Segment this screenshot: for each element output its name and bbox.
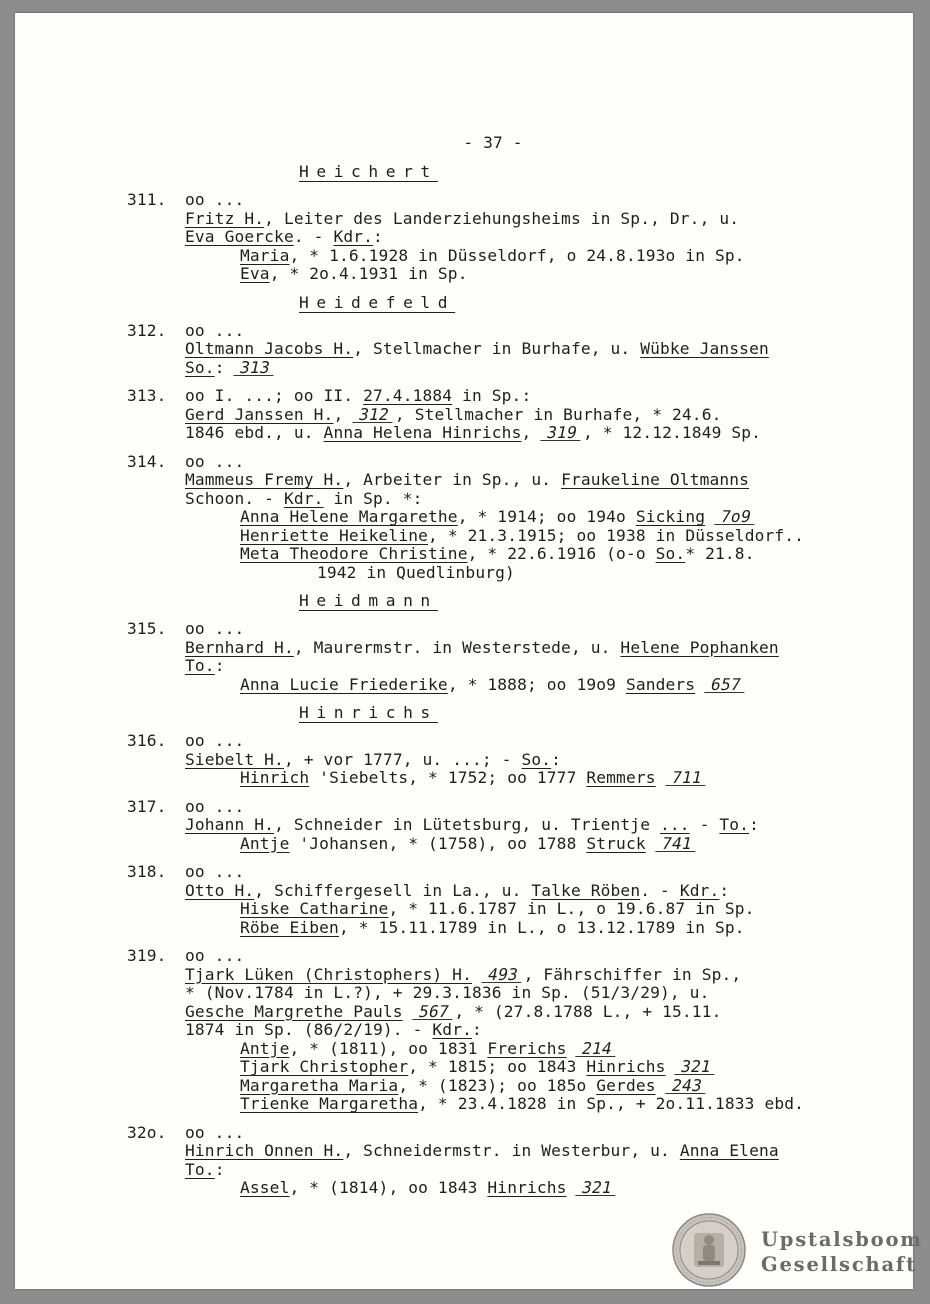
underlined-text: Siebelt H. [185, 749, 284, 769]
entry-text: , * 12.12.1849 Sp. [582, 423, 762, 442]
underlined-text: Meta Theodore Christine [240, 544, 468, 563]
underlined-text: Henriette Heikeline [240, 525, 429, 545]
entry-text [403, 1002, 413, 1021]
entry-line [127, 453, 887, 472]
entry-line [127, 322, 887, 341]
entry-number: 317. [127, 796, 167, 816]
entry-text: , * 11.6.1787 in L., o 19.6.87 in Sp. [388, 899, 755, 918]
genealogy-entry [127, 863, 887, 937]
entry-line [127, 359, 887, 378]
underlined-text: Mammeus Fremy H. [185, 470, 344, 489]
entry-line [127, 900, 887, 919]
genealogy-entry [127, 387, 887, 443]
entry-line [127, 798, 887, 817]
entry-line [127, 1179, 887, 1198]
family-heading [299, 592, 887, 620]
genealogy-entry [127, 453, 887, 583]
entry-number: 311. [127, 190, 167, 209]
entry-line [127, 863, 887, 882]
underlined-text: Otto H. [185, 880, 255, 900]
entry-line [127, 406, 887, 425]
cross-reference: 321 [675, 1059, 718, 1075]
entry-text: * 21.8. [685, 544, 755, 563]
logo-line-1: Upstalsboom [761, 1228, 923, 1251]
cross-reference: 7o9 [714, 509, 757, 525]
entry-line [127, 265, 887, 284]
underlined-text: Antje [240, 833, 290, 853]
entry-text: : [214, 357, 235, 377]
entry-text: , * (1814), oo 1843 [289, 1178, 488, 1197]
cross-reference: 312 [353, 407, 396, 423]
entry-number: 313. [127, 386, 167, 405]
entry-text: . - [640, 880, 680, 900]
underlined-text: Remmers [586, 768, 656, 787]
underlined-text: Gesche Margrethe Pauls [185, 1001, 403, 1021]
entry-line [127, 545, 887, 564]
entry-line [127, 1095, 887, 1114]
underlined-text: Frerichs [487, 1038, 567, 1058]
entry-line [127, 751, 887, 770]
cross-reference: 657 [704, 677, 747, 693]
entry-line [127, 191, 887, 210]
entry-text: oo ... [185, 451, 245, 471]
underlined-text: Assel [240, 1178, 290, 1197]
cross-reference: 711 [665, 770, 708, 786]
genealogy-entry [127, 620, 887, 694]
entry-line [127, 620, 887, 639]
cross-reference: 493 [481, 967, 524, 983]
underlined-text: Margaretha Maria [240, 1075, 399, 1095]
entry-line [127, 676, 887, 695]
underlined-text: To. [719, 815, 750, 834]
entry-text: oo ... [185, 619, 245, 638]
underlined-text: 27.4.1884 [363, 386, 453, 405]
entry-line [127, 228, 887, 247]
entry-line [127, 1021, 887, 1040]
entry-text: , * 23.4.1828 in Sp., + 2o.11.1833 ebd. [418, 1094, 805, 1113]
entry-number: 318. [127, 862, 167, 881]
society-logo-text [761, 1227, 923, 1277]
cross-reference: 741 [655, 836, 698, 852]
entry-text: oo ... [185, 731, 245, 750]
entry-number: 319. [127, 946, 167, 965]
cross-reference: 321 [576, 1180, 619, 1196]
entry-line [127, 387, 887, 406]
entry-text: , * 2o.4.1931 in Sp. [269, 264, 468, 283]
entry-text: oo ... [185, 862, 245, 881]
entry-line [127, 564, 887, 583]
typed-text-body [127, 133, 887, 1208]
entry-text: : [214, 1159, 225, 1179]
entry-text: : [472, 1020, 482, 1039]
entry-text: , * 1815; oo 1843 [408, 1057, 587, 1076]
entry-line [127, 657, 887, 676]
underlined-text: Trienke Margaretha [240, 1094, 419, 1113]
entry-text: : [551, 749, 562, 769]
entry-number: 316. [127, 731, 167, 750]
entry-text: , Arbeiter in Sp., u. [343, 470, 562, 489]
entry-line [127, 732, 887, 751]
cross-reference: 567 [412, 1004, 455, 1020]
entry-line [127, 769, 887, 788]
family-heading [299, 163, 887, 191]
genealogy-entry [127, 191, 887, 284]
entry-text [656, 1076, 666, 1095]
underlined-text: Anna Helene Margarethe [240, 507, 458, 526]
family-heading [299, 294, 887, 322]
cross-reference: 313 [234, 360, 277, 376]
entry-line [127, 947, 887, 966]
entry-text: Schoon. - [185, 488, 284, 508]
underlined-text: Hinrichs [586, 1057, 666, 1076]
entry-line [127, 966, 887, 985]
underlined-text: Johann H. [185, 815, 275, 834]
underlined-text: Struck [586, 833, 646, 853]
entry-text: , * 21.3.1915; oo 1938 in Düsseldorf.. [428, 525, 805, 545]
underlined-text: Talke Röben [531, 880, 641, 900]
underlined-text: Eva [240, 264, 270, 283]
genealogy-entry [127, 732, 887, 788]
entry-line [127, 1161, 887, 1180]
underlined-text: Anna Elena [679, 1141, 779, 1160]
genealogy-entry [127, 1124, 887, 1198]
entry-number: 315. [127, 619, 167, 638]
entry-line [127, 247, 887, 266]
entry-line [127, 984, 887, 1003]
entry-line [127, 1040, 887, 1059]
entry-text: * (Nov.1784 in L.?), + 29.3.1836 in Sp. (51/3/29), u. [185, 983, 710, 1002]
entry-line [127, 835, 887, 854]
underlined-text: Fraukeline Oltmanns [561, 470, 750, 489]
entry-line [127, 816, 887, 835]
entry-text: oo ... [185, 946, 245, 965]
entry-text: , * (1811), oo 1831 [289, 1038, 488, 1058]
entry-text: , Schneidermstr. in Westerbur, u. [343, 1141, 680, 1160]
entry-text: 1942 in Quedlinburg) [317, 562, 515, 582]
entry-text: oo I. ...; oo II. [185, 386, 364, 405]
entry-line [127, 210, 887, 229]
entry-text: oo ... [185, 190, 245, 209]
entry-line [127, 424, 887, 443]
underlined-text: So. [655, 544, 686, 563]
entry-line [127, 1003, 887, 1022]
underlined-text: Kdr. [432, 1020, 472, 1039]
cross-reference: 243 [665, 1078, 708, 1094]
entry-text [656, 768, 666, 787]
genealogy-entry [127, 322, 887, 378]
entry-text: 'Johansen, * (1758), oo 1788 [289, 833, 587, 853]
genealogy-entry [127, 947, 887, 1114]
entry-text: in Sp.: [452, 386, 532, 405]
entry-text: , * 1914; oo 194o [457, 507, 636, 526]
entry-text: : [749, 815, 759, 834]
entry-line [127, 527, 887, 546]
underlined-text: Hinrichs [487, 1178, 567, 1197]
underlined-text: Anna Helena Hinrichs [323, 423, 522, 442]
underlined-text: Kdr. [283, 488, 324, 508]
cross-reference: 319 [541, 425, 584, 441]
entry-line [127, 471, 887, 490]
underlined-text: To. [185, 1159, 215, 1179]
underlined-text: Eva Goercke [185, 227, 294, 246]
underlined-text: Hinrich [240, 768, 310, 787]
cross-reference: 214 [576, 1041, 619, 1057]
entry-text: , * (27.8.1788 L., + 15.11. [454, 1001, 722, 1021]
underlined-text: Sicking [635, 507, 706, 526]
entry-text: , Stellmacher in Burhafe, u. [353, 339, 641, 358]
family-heading-text: Heidefeld [299, 292, 456, 312]
entry-text: , * (1823); oo 185o [398, 1075, 597, 1095]
underlined-text: Oltmann Jacobs H. [185, 339, 354, 358]
entry-text: , * 22.6.1916 (o-o [467, 544, 656, 563]
underlined-text: Gerdes [596, 1075, 656, 1095]
underlined-text: Maria [240, 245, 290, 265]
entry-text: : [214, 656, 225, 675]
page-number: - 37 - [463, 133, 523, 152]
entry-line [127, 490, 887, 509]
logo-line-2: Gesellschaft [761, 1253, 917, 1276]
underlined-text: Kdr. [333, 227, 374, 246]
entry-text: , Leiter des Landerziehungsheims in Sp., Dr., u. [264, 208, 740, 228]
underlined-text: Anna Lucie Friederike [240, 674, 448, 694]
family-heading [299, 704, 887, 732]
family-heading-text: Heidmann [299, 591, 438, 610]
entry-text: , Schneider in Lütetsburg, u. Trientje [274, 815, 660, 834]
entry-number: 314. [127, 451, 167, 471]
underlined-text: Wübke Janssen [640, 339, 769, 358]
underlined-text: Helene Pophanken [620, 637, 779, 657]
entry-text: , * 1.6.1928 in Düsseldorf, o 24.8.193o in Sp. [289, 245, 745, 265]
entry-text: 'Siebelts, * 1752; oo 1777 [309, 768, 587, 787]
underlined-text: Fritz H. [185, 208, 265, 228]
family-heading-text: Hinrichs [299, 703, 438, 722]
entry-line [127, 1058, 887, 1077]
entry-text: , + vor 1777, u. ...; - [283, 749, 522, 769]
underlined-text: Hiske Catharine [240, 899, 389, 918]
entry-text: , Schiffergesell in La., u. [254, 880, 532, 900]
underlined-text: Tjark Christopher [240, 1057, 409, 1076]
underlined-text: Antje [240, 1038, 290, 1058]
underlined-text: ... [660, 815, 690, 834]
entry-line [127, 340, 887, 359]
entry-text: , Stellmacher in Burhafe, * 24.6. [394, 404, 722, 424]
entry-text: - [689, 815, 720, 834]
genealogy-entry [127, 798, 887, 854]
entry-line [127, 1077, 887, 1096]
entry-text: in Sp. *: [323, 488, 423, 508]
underlined-text: Röbe Eiben [240, 917, 339, 937]
family-heading-text: Heichert [299, 162, 438, 181]
entry-text [472, 965, 482, 984]
entry-text: , [333, 404, 354, 424]
entry-number: 312. [127, 320, 167, 340]
entry-text: , * 15.11.1789 in L., o 13.12.1789 in Sp. [338, 917, 745, 937]
entry-text: oo ... [185, 1122, 245, 1142]
entry-line [127, 508, 887, 527]
entry-line [127, 639, 887, 658]
underlined-text: Tjark Lüken (Christophers) H. [185, 964, 472, 984]
entry-text: , Fährschiffer in Sp., [523, 964, 742, 984]
underlined-text: Bernhard H. [185, 637, 294, 657]
underlined-text: So. [185, 357, 215, 377]
entry-number: 32o. [127, 1122, 167, 1142]
entry-line [127, 919, 887, 938]
underlined-text: To. [185, 656, 215, 675]
entry-text: 1874 in Sp. (86/2/19). - [185, 1020, 433, 1039]
entry-text: , Maurermstr. in Westerstede, u. [293, 637, 621, 657]
underlined-text: Sanders [625, 674, 696, 694]
document-page [15, 13, 923, 1289]
genealogy-sections [127, 163, 887, 1198]
entry-text: : [719, 880, 730, 900]
entry-line [127, 882, 887, 901]
society-seal-icon [672, 1213, 746, 1287]
entry-text: . - [293, 227, 334, 246]
underlined-text: Hinrich Onnen H. [185, 1141, 344, 1160]
underlined-text: So. [521, 749, 552, 769]
entry-line [127, 1142, 887, 1161]
underlined-text: Kdr. [679, 880, 720, 900]
entry-text: 1846 ebd., u. [185, 423, 324, 442]
entry-text: , [521, 423, 542, 442]
entry-text: oo ... [185, 320, 245, 340]
underlined-text: Gerd Janssen H. [185, 404, 334, 424]
entry-text [646, 834, 656, 853]
entry-line [127, 1124, 887, 1143]
entry-text: : [373, 227, 383, 246]
entry-text: , * 1888; oo 19o9 [447, 674, 626, 694]
entry-text: oo ... [185, 796, 245, 816]
